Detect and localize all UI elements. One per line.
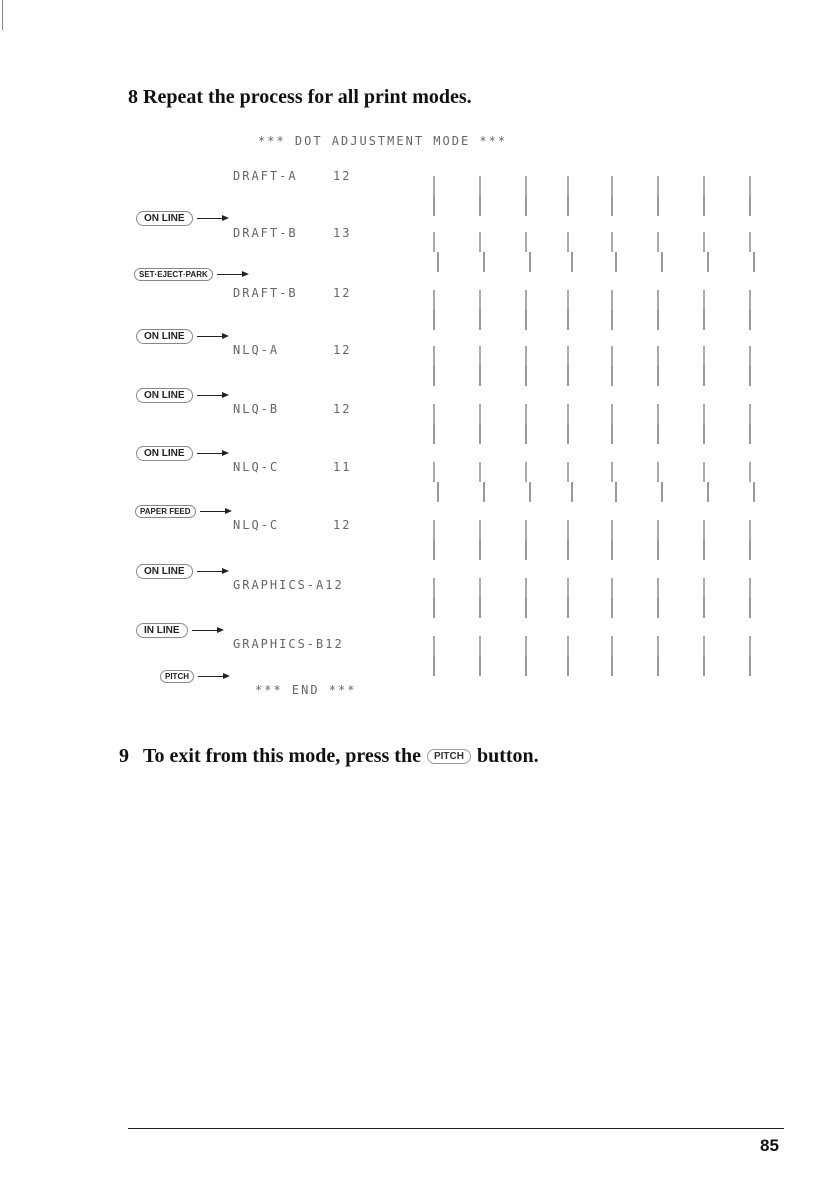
button-label: PITCH (160, 670, 194, 683)
arrow-icon (197, 453, 223, 454)
row-1-value: 13 (333, 226, 352, 240)
printout-footer: *** END *** (255, 683, 357, 697)
row-0-value: 12 (333, 169, 352, 183)
step-9-text-end: button. (476, 745, 539, 767)
button-label: ON LINE (136, 446, 193, 461)
arrow-icon (198, 676, 224, 677)
row-8-mode: GRAPHICS-B12 (233, 637, 344, 651)
on-line-button[interactable] (136, 388, 223, 403)
printout-header: *** DOT ADJUSTMENT MODE *** (258, 134, 508, 148)
button-label: IN LINE (136, 623, 188, 638)
page-number: 85 (760, 1136, 779, 1155)
step-9 (119, 745, 539, 768)
row-2-mode: DRAFT-B (233, 286, 298, 300)
arrow-icon (200, 511, 226, 512)
button-label: ON LINE (136, 329, 193, 344)
row-7-mode: GRAPHICS-A12 (233, 578, 344, 592)
button-label: SET·EJECT·PARK (134, 268, 213, 281)
row-6-value: 12 (333, 518, 352, 532)
on-line-button[interactable] (136, 564, 223, 579)
on-line-button[interactable] (136, 446, 223, 461)
dot-alignment-pattern (420, 168, 770, 678)
button-label: ON LINE (136, 388, 193, 403)
footer-rule (128, 1128, 784, 1129)
row-3-mode: NLQ-A (233, 343, 280, 357)
row-3-value: 12 (333, 343, 352, 357)
row-4-value: 12 (333, 402, 352, 416)
scan-edge-mark (2, 0, 3, 30)
arrow-icon (217, 274, 243, 275)
row-5-value: 11 (333, 460, 352, 474)
row-2-value: 12 (333, 286, 352, 300)
row-5-mode: NLQ-C (233, 460, 280, 474)
pitch-button[interactable] (160, 670, 224, 683)
pitch-key-icon: PITCH (427, 749, 471, 764)
row-1-mode: DRAFT-B (233, 226, 298, 240)
step-9-number: 9 (119, 745, 129, 767)
row-6-mode: NLQ-C (233, 518, 280, 532)
on-line-button[interactable] (136, 329, 223, 344)
in-line-button[interactable] (136, 623, 218, 638)
arrow-icon (197, 395, 223, 396)
arrow-icon (197, 336, 223, 337)
set-eject-park-button[interactable] (134, 268, 243, 281)
paper-feed-button[interactable] (135, 505, 226, 518)
step-8 (128, 86, 472, 109)
button-label: PAPER FEED (135, 505, 196, 518)
step-8-text: Repeat the process for all print modes. (143, 86, 472, 108)
arrow-icon (197, 218, 223, 219)
step-9-text: To exit from this mode, press the (143, 745, 421, 767)
row-4-mode: NLQ-B (233, 402, 280, 416)
step-8-number: 8 (128, 86, 138, 108)
button-label: ON LINE (136, 211, 193, 226)
arrow-icon (197, 571, 223, 572)
button-label: ON LINE (136, 564, 193, 579)
arrow-icon (192, 630, 218, 631)
on-line-button[interactable] (136, 211, 223, 226)
row-0-mode: DRAFT-A (233, 169, 298, 183)
